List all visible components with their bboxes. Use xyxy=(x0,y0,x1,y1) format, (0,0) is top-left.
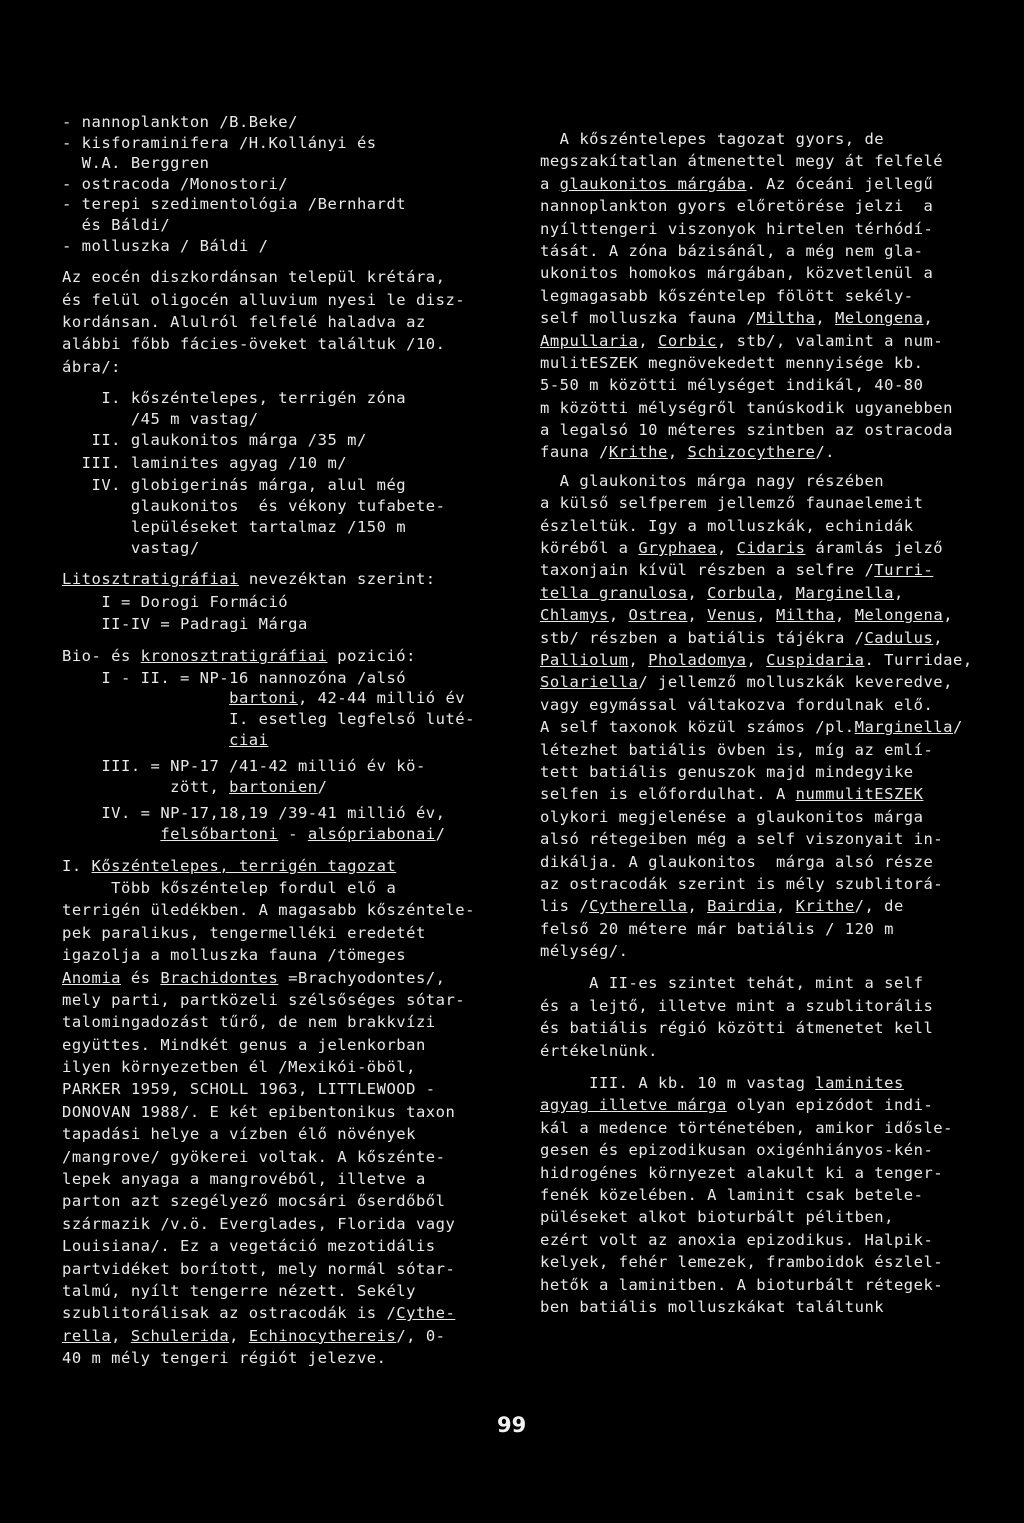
page-number: 99 xyxy=(497,1413,527,1437)
text-span: fauna / xyxy=(540,443,609,462)
text-line: mulitESZEK megnövekedett mennyisége kb. xyxy=(540,353,924,372)
text-line: és a lejtő, illetve mint a szublitorális xyxy=(540,996,934,1015)
text-span: és xyxy=(121,968,161,987)
text-span: Kőszéntelepes, terrigén tagozat xyxy=(91,856,397,875)
text-span xyxy=(62,731,229,749)
text-line xyxy=(540,895,980,917)
text-line: PARKER 1959, SCHOLL 1963, LITTLEWOOD - xyxy=(62,1080,436,1099)
zone-line: vastag/ xyxy=(62,538,200,557)
text-line xyxy=(540,649,980,671)
body-paragraph xyxy=(62,877,502,1370)
text-line: 40 m mély tengeri régiót jelezve. xyxy=(62,1349,387,1368)
text-line: ukonitos homokos márgában, közvetlenül a xyxy=(540,264,934,283)
text-line: Az eocén diszkordánsan települ krétára, xyxy=(62,268,446,287)
text-span: Miltha xyxy=(756,309,816,328)
text-span: Schulerida xyxy=(130,1326,230,1345)
lithostrat-line: II-IV = Padragi Márga xyxy=(62,615,308,634)
text-span: Melongena xyxy=(834,309,924,328)
text-span: alsópriabonai xyxy=(307,824,436,843)
text-span: Anomia xyxy=(62,968,121,987)
text-line: kelyek, fehér lemezek, framboidok észlel- xyxy=(540,1253,944,1272)
text-line: észleltük. Igy a molluszkák, echinidák xyxy=(540,516,914,535)
text-span: Krithe xyxy=(795,897,855,916)
text-span: áramlás jelző xyxy=(805,539,944,558)
text-span: . Az óceáni jellegű xyxy=(746,174,934,193)
text-span: Echinocythereis xyxy=(248,1326,397,1345)
text-span: Cuspidaria xyxy=(766,650,865,669)
text-span: , xyxy=(687,583,708,602)
text-span: Pholadomya xyxy=(648,650,747,669)
text-span: Cythe- xyxy=(396,1304,456,1323)
text-span: , xyxy=(893,583,904,602)
text-span xyxy=(62,825,160,843)
text-line: az ostracodák szerint is mély szublitorá- xyxy=(540,874,944,893)
text-line: lepek anyaga a mangrovéból, illetve a xyxy=(62,1170,426,1189)
text-line: talmú, nyílt tengerre nézett. Sekély xyxy=(62,1281,416,1300)
text-line: mely parti, partközeli szélsőséges sótar- xyxy=(62,990,466,1009)
text-span: Bairdia xyxy=(707,897,776,916)
text-span: Marginella xyxy=(854,718,953,737)
text-span: / jellemző molluszkák keveredve, xyxy=(638,673,953,692)
text-span: Gryphaea xyxy=(638,539,717,558)
text-span: Venus xyxy=(707,606,757,625)
lithostrat-line: I = Dorogi Formáció xyxy=(62,592,289,611)
text-span: , stb/, valamint a num- xyxy=(717,331,944,350)
text-span: Corbula xyxy=(707,583,776,602)
text-span: kronosztratigráfiai xyxy=(140,647,328,666)
text-line xyxy=(540,173,980,195)
text-span: Cadulus xyxy=(864,628,934,647)
text-span: , xyxy=(943,606,954,625)
text-span: szublitorálisak az ostracodák is / xyxy=(62,1304,397,1323)
text-line: dikálja. A glaukonitos márga alsó része xyxy=(540,852,934,871)
text-line: és felül oligocén alluvium nyesi le disz- xyxy=(62,290,466,309)
text-line: fenék közelében. A laminit csak betele- xyxy=(540,1185,924,1204)
text-span: , xyxy=(716,539,737,558)
text-line: gesen és epizodikusan oxigénhiányos-kén- xyxy=(540,1141,934,1160)
biostrat-line xyxy=(62,688,502,709)
text-span: Cytherella xyxy=(589,897,688,916)
text-line xyxy=(540,307,980,329)
text-line: püléseket alkot bioturbált pélitben, xyxy=(540,1208,894,1227)
text-line: parton azt szegélyező mocsári őserdőből xyxy=(62,1192,446,1211)
text-span: , xyxy=(756,606,777,625)
text-span: I. xyxy=(62,856,92,875)
zone-line: I. kőszéntelepes, terrigén zóna xyxy=(62,389,407,408)
text-span: , xyxy=(923,309,934,328)
text-span: felsőbartoni xyxy=(160,824,279,843)
text-line: létezhet batiális övben is, míg az emlí- xyxy=(540,740,934,759)
team-line: - terepi szedimentológia /Bernhardt xyxy=(62,195,407,214)
text-line: mélység/. xyxy=(540,942,629,961)
text-line: tását. A zóna bázisánál, a még nem gla- xyxy=(540,241,924,260)
text-span: III. A kb. 10 m vastag xyxy=(540,1074,816,1093)
text-line: nyílttengeri viszonyok hirtelen térhódí- xyxy=(540,219,934,238)
text-line xyxy=(540,783,980,805)
text-span: / xyxy=(952,718,963,737)
zone-line: lepüléseket tartalmaz /150 m xyxy=(62,518,407,537)
text-span: rella xyxy=(62,1326,112,1345)
text-line: talomingadozást tűrő, de nem brakkvízi xyxy=(62,1013,436,1032)
text-line: alsó rétegeiben még a self viszonyait in- xyxy=(540,830,944,849)
biostrat-line: I - II. = NP-16 nannozóna /alsó xyxy=(62,668,407,687)
biostrat-line: III. = NP-17 /41-42 millió év kö- xyxy=(62,757,426,776)
text-line: együttes. Mindkét genus a jelenkorban xyxy=(62,1035,426,1054)
text-span: Palliolum xyxy=(540,650,629,669)
zone-line: glaukonitos és vékony tufabete- xyxy=(62,497,446,516)
text-span: Cidaris xyxy=(736,539,806,558)
text-line: a legalsó 10 méteres szintben az ostracoda xyxy=(540,421,953,440)
text-span: olyan epizódot indi- xyxy=(726,1096,934,1115)
text-span: , xyxy=(775,583,796,602)
lithostrat-heading xyxy=(62,568,502,590)
text-span: self molluszka fauna / xyxy=(540,309,757,328)
text-span: , xyxy=(776,897,796,916)
text-line: hidrogénes környezet alakult ki a tenger- xyxy=(540,1163,944,1182)
lithostrat-heading-u: Litosztratigráfiai xyxy=(62,570,239,589)
text-span: /, 0- xyxy=(396,1326,446,1345)
text-span: glaukonitos márgába xyxy=(559,174,747,193)
text-span: , xyxy=(746,650,767,669)
text-span: nummulitESZEK xyxy=(795,785,924,804)
lithostrat-heading-rest: nevezéktan szerint: xyxy=(238,570,436,589)
text-span: Corbic xyxy=(658,331,717,350)
text-line xyxy=(540,330,980,352)
text-span: pozició: xyxy=(327,647,416,666)
text-span: / xyxy=(435,824,446,843)
text-span: , xyxy=(628,650,649,669)
text-line: kordánsan. Alulról felfelé haladva az xyxy=(62,312,426,331)
text-span: Turri- xyxy=(874,561,934,580)
text-span: , xyxy=(111,1326,131,1345)
team-line: - nannoplankton /B.Beke/ xyxy=(62,113,298,131)
text-span xyxy=(62,689,229,707)
text-span: taxonjain kívül részben a selfre / xyxy=(540,561,875,580)
text-span: , xyxy=(815,309,835,328)
text-line: ezért volt az anoxia epizodikus. Halpik- xyxy=(540,1230,934,1249)
intro-paragraph xyxy=(62,266,502,378)
zone-line: /45 m vastag/ xyxy=(62,409,259,428)
zone-line: II. glaukonitos márga /35 m/ xyxy=(62,431,367,450)
text-span: Ampullaria xyxy=(540,331,639,350)
text-line: megszakítatlan átmenettel megy át felfelé xyxy=(540,152,944,171)
text-span: , xyxy=(608,606,629,625)
text-span: , xyxy=(229,1326,249,1345)
text-line: olykori megjelenése a glaukonitos márga xyxy=(540,807,924,826)
text-line: felső 20 métere már batiális / 120 m xyxy=(540,919,894,938)
text-span: Chlamys xyxy=(540,606,609,625)
team-line: W.A. Berggren xyxy=(62,154,210,173)
text-span: lis / xyxy=(540,897,590,916)
text-line xyxy=(540,671,980,693)
text-span: Ostrea xyxy=(628,606,688,625)
text-line: alábbi főbb fácies-öveket találtuk /10. xyxy=(62,335,446,354)
text-line: származik /v.ö. Everglades, Florida vagy xyxy=(62,1214,456,1233)
text-span: Schizocythere xyxy=(687,443,816,462)
text-span: , xyxy=(638,331,658,350)
text-line: tett batiális genuszok majd mindegyike xyxy=(540,762,914,781)
text-line: pek paralikus, tengermelléki eredetét xyxy=(62,923,426,942)
text-line: ben batiális molluszkákat találtunk xyxy=(540,1297,885,1316)
text-line: tapadási helye a vízben élő növények xyxy=(62,1125,416,1144)
text-span: Solariella xyxy=(540,673,639,692)
text-line: A II-es szintet tehát, mint a self xyxy=(540,974,924,993)
text-span: / xyxy=(317,777,328,796)
text-span: tella granulosa xyxy=(540,583,688,602)
text-line: a külső selfperem jellemző faunaelemeit xyxy=(540,494,924,513)
text-span: Miltha xyxy=(776,606,836,625)
text-line: hetők a laminitben. A bioturbált rétegek- xyxy=(540,1275,944,1294)
text-line: értékelnünk. xyxy=(540,1041,658,1060)
text-line: és batiális régió közötti átmenetet kell xyxy=(540,1019,934,1038)
text-span: a xyxy=(540,174,560,193)
text-line: igazolja a molluszka fauna /tömeges xyxy=(62,946,407,965)
biostrat-heading xyxy=(62,645,502,667)
right-column xyxy=(540,128,980,1318)
text-span: stb/ részben a batiális tájékra / xyxy=(540,628,865,647)
text-line xyxy=(540,582,980,604)
text-line xyxy=(540,1072,980,1094)
text-line: DONOVAN 1988/. E két epibentonikus taxon xyxy=(62,1102,456,1121)
text-line xyxy=(62,1302,502,1324)
text-line xyxy=(540,537,980,559)
text-span: - xyxy=(278,824,308,843)
text-span: agyag illetve márga xyxy=(540,1096,727,1115)
text-span: , xyxy=(687,606,708,625)
text-line: A kőszéntelepes tagozat gyors, de xyxy=(540,130,885,148)
text-line: ábra/: xyxy=(62,357,121,376)
text-span: =Brachyodontes/, xyxy=(278,968,446,987)
text-line: terrigén üledékben. A magasabb kőszéntele- xyxy=(62,901,475,920)
biostrat-line xyxy=(62,730,502,751)
text-span: ciai xyxy=(229,730,269,749)
team-list xyxy=(62,112,502,256)
text-line: legmagasabb kőszéntelep fölött sekély- xyxy=(540,286,914,305)
left-column xyxy=(62,112,502,1370)
text-span: zött, xyxy=(62,777,230,796)
text-span: /, de xyxy=(854,897,904,916)
team-line: és Báldi/ xyxy=(62,215,171,234)
text-span: Melongena xyxy=(854,606,944,625)
biostrat-line xyxy=(62,824,502,845)
text-line xyxy=(62,967,502,989)
text-span: . Turridae, xyxy=(864,650,973,669)
text-span: bartonien xyxy=(229,777,318,796)
text-span: selfen is előfordulhat. A xyxy=(540,785,796,804)
text-line: A glaukonitos márga nagy részében xyxy=(540,471,885,490)
text-span: köréből a xyxy=(540,539,639,558)
zone-list xyxy=(62,388,502,558)
text-line xyxy=(540,1094,980,1116)
text-line: Több kőszéntelep fordul elő a xyxy=(62,878,397,897)
text-line: kál a medence történetében, amikor idősle- xyxy=(540,1118,953,1137)
text-span: laminites xyxy=(815,1074,904,1093)
text-line xyxy=(62,1325,502,1347)
text-line xyxy=(540,716,980,738)
text-span: , xyxy=(687,897,708,916)
text-span: , 42-44 millió év xyxy=(297,689,466,708)
text-line: m közötti mélységről tanúskodik ugyanebben xyxy=(540,398,953,417)
team-line: - kisforaminifera /H.Kollányi és xyxy=(62,133,377,152)
text-span: bartoni xyxy=(229,689,298,708)
text-span: , xyxy=(667,443,688,462)
text-line: nannoplankton gyors előretörése jelzi a xyxy=(540,197,934,216)
text-span: , xyxy=(933,628,944,647)
text-line: vagy egymással váltakozva fordulnak elő. xyxy=(540,695,934,714)
text-span: Bio- és xyxy=(62,647,141,666)
text-line xyxy=(540,441,980,463)
text-span: /. xyxy=(815,443,835,462)
biostrat-line: IV. = NP-17,18,19 /39-41 millió év, xyxy=(62,804,446,823)
section-heading xyxy=(62,855,502,877)
text-line xyxy=(540,559,980,581)
text-span: A self taxonok közül számos /pl. xyxy=(540,718,855,737)
text-line xyxy=(540,627,980,649)
text-span: , xyxy=(835,606,855,625)
text-line: 5-50 m közötti mélységet indikál, 40-80 xyxy=(540,376,924,395)
biostrat-line: I. esetleg legfelső luté- xyxy=(62,710,475,728)
text-line: ilyen környezetben él /Mexikói-öböl, xyxy=(62,1058,416,1077)
text-span: Krithe xyxy=(608,443,668,462)
text-span: Marginella xyxy=(795,583,894,602)
team-line: - ostracoda /Monostori/ xyxy=(62,174,289,193)
text-line xyxy=(540,604,980,626)
biostrat-line xyxy=(62,777,502,798)
text-span: Brachidontes xyxy=(160,968,279,987)
text-line: partvidéket borított, mely normál sótar- xyxy=(62,1259,456,1278)
text-line: Louisiana/. Ez a vegetáció mezotidális xyxy=(62,1237,436,1256)
zone-line: III. laminites agyag /10 m/ xyxy=(62,453,348,472)
text-line: /mangrove/ gyökerei voltak. A kőszénte- xyxy=(62,1147,446,1166)
zone-line: IV. globigerinás márga, alul még xyxy=(62,476,407,495)
team-line: - molluszka / Báldi / xyxy=(62,236,269,255)
